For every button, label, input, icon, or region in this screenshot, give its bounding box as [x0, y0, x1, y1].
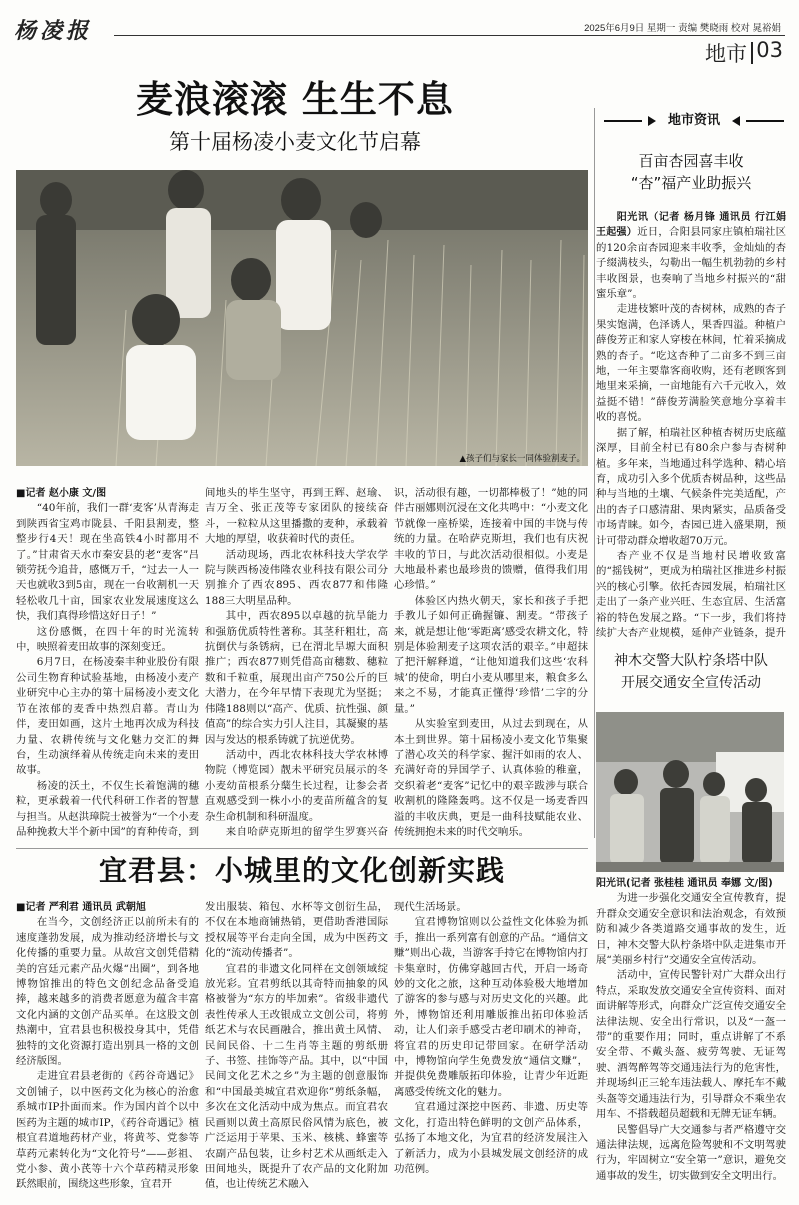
- section-divider: [751, 42, 753, 64]
- lead-column-1: [16, 486, 199, 840]
- wheat-field-illustration: [16, 170, 588, 466]
- traffic-paragraph: 民警倡导广大交通参与者严格遵守交通法律法规，远离危险驾驶和不文明驾驶行为，牢固树立“安全第一”意识，避免交通事故的发生，切实做到安全文明出行。: [596, 1123, 786, 1182]
- lead-paragraph: “40年前，我们一群‘麦客’从青海走到陕西省宝鸡市陇县、千阳县割麦，整整步行4天！现在坐高铁4小时都用不了。”甘肃省天水市秦安县的老“麦客”吕锁劳抚今追昔，感慨万千，“过去一人一天也就收3到5亩，现在一台收割机一天轻松收几十亩，国家农业发展速度这么快，我们真得珍惜这好日子！”: [16, 502, 199, 623]
- traffic-paragraph: 为进一步强化交通安全宣传教育，提升群众交通安全意识和法治观念，有效预防和减少各类道路交通事故的发生，近日，神木交警大队柠条塔中队走进集市开展“美丽乡村行”交通安全宣传活动。: [596, 892, 786, 967]
- lead-column-2: [205, 486, 388, 840]
- traffic-police-photo: [596, 712, 784, 872]
- yijun-paragraph: 现代生活场景。: [394, 901, 467, 913]
- yijun-column-1: [16, 900, 199, 1196]
- traffic-paragraph: 活动中，宣传民警针对广大群众出行特点，采取发放交通安全宣传资料、面对面讲解等形式，向群众广泛宣传交通安全法律法规、安全出行常识，以及“一盔一带”的重要作用；同时，重点讲解了不系安全带、不戴头盔、疲劳驾驶、无证驾驶、酒驾醉驾等交通违法行为的危害性，并现场纠正三轮车违法载人、摩托车不戴头盔等交通违法行为，引导群众不乘坐农用车、不搭载超员超载和无牌无证车辆。: [596, 969, 786, 1121]
- yijun-byline: ■记者 严利君 通讯员 武朝旭: [16, 902, 146, 913]
- lead-paragraph: 活动中，西北农林科技大学农林博物院（博览园）靓未平研究员展示的冬小麦幼苗根系分蘖生长过程，让参会者直观感受到一株小小的麦苗所蕴含的复杂生命机制和科研温度。: [205, 748, 388, 823]
- lead-column-3: [394, 486, 588, 840]
- lead-paragraph: 6月7日，在杨凌秦丰种业股份有限公司生物育种试验基地，由杨凌小麦产业研究中心主办的第十届杨凌小麦文化节在浓郁的麦香中热烈启幕。青山为伴，麦田如画，这片土地再次成为科技力量、农耕传统与文化魅力交汇的舞台，生动演绎着从传统走向未来的麦田故事。: [16, 656, 199, 777]
- lead-paragraph: 体验区内热火朝天，家长和孩子手把手教儿子如何正确握镰、割麦。“带孩子来，就是想让他‘零距离’感受农耕文化，特别是体验割麦子这项农活的艰辛。”申超抹了把汗解释道，“让他知道我们这些‘农科城’的使命，明白小麦从哪里来，粮食多么来之不易，才能真正懂得‘珍惜’二字的分量。”: [394, 594, 588, 715]
- lead-title: 麦浪滚滚 生生不息: [136, 78, 454, 121]
- apricot-byline: 阳光讯（记者 杨月锋 通讯员 行江娟 王起强）: [596, 212, 786, 239]
- photo-caption: ▲孩子们与家长一同体验割麦子。: [459, 454, 585, 464]
- apricot-story-title: [596, 150, 786, 194]
- lead-paragraph: 来自哈萨克斯坦的留学生罗赛兴奋: [225, 825, 388, 838]
- apricot-paragraph: 杏产业不仅是当地村民增收致富的“摇钱树”，更成为柏瑞社区推进乡村振兴的核心引擎。依托杏园发展，柏瑞社区走出了一条产业兴旺、生态宜居、生活富裕的特色发展之路。“下一步，我们将持续扩大杏产业规模，延伸产业链条，提升: [596, 549, 786, 639]
- traffic-story-title: [596, 650, 786, 694]
- lead-headline: [0, 80, 590, 156]
- lead-paragraph: 从实验室到麦田，从过去到现在，从本土到世界。第十届杨凌小麦文化节集聚了潜心攻关的科学家、握汗如雨的农人、充满好奇的异国学子、认真体验的稚童，交织着老“麦客”记忆中的艰辛跋涉与联合收割机的隆隆轰鸣。这不仅是一场麦香四溢的丰收庆典，更是一曲科技赋能农业、传统拥抱未来的时代交响乐。: [394, 718, 588, 838]
- yijun-paragraph: 宜君的非遗文化同样在文创领域绽放光彩。宜君剪纸以其奇特而抽象的风格被誉为“东方的毕加索”。省级非遗代表性传承人王改银成立文创公司，将剪纸艺术与农民画融合，推出黄土风情、民间民俗、十二生肖等主题的剪纸册子、书签、挂饰等产品。其中，以“中国民间文化艺术之乡”为主题的创意服饰和“中国最美城宜君欢迎你”剪纸条幅，多次在文化活动中成为焦点。而宜君农民画则以黄土高原民俗风情为底色，被广泛运用于苹果、玉米、核桃、蜂蜜等农副产品包装，让乡村艺术从画纸走入田间地头，既提升了农产品的文化附加值，也让传统艺术融入: [205, 962, 388, 1191]
- lead-paragraph: 其中，西农895以卓越的抗旱能力和强筋优质特性著称。其茎秆粗壮，高抗倒伏与条锈病，已在渭北旱塬大面积推广；西农877则凭借高亩穗数、穗粒数和千粒重，展现出亩产750公斤的巨大潜力，在今年早情下表现尤为坚挺；伟隆188则以“高产、优质、抗性强、颜值高”的综合实力引人注目，其凝聚的基因与发达的根系铸就了抗逆优势。: [205, 610, 388, 746]
- traffic-title-line2: 开展交通安全宣传活动: [621, 675, 761, 691]
- lead-paragraph: 杨凌的沃土，不仅生长着饱满的穗粒，更承载着一代代科研工作者的智慧与担当。从赵洪璋院士被誉为“一个小麦品种挽救大半个新中国”的育种传奇，到: [16, 779, 199, 838]
- section-rule: [16, 848, 588, 849]
- yijun-paragraph: 发出服装、箱包、水杯等文创衍生品，不仅在本地商铺热销，更借助香港国际授权展等平台走向全国，成为中医药文化的“流动传播者”。: [205, 901, 388, 960]
- traffic-scene-illustration: [596, 712, 784, 872]
- traffic-byline: 阳光讯(记者 张桂桂 通讯员 奉娜 文/图): [596, 878, 773, 889]
- section-name: 地市: [705, 42, 747, 66]
- yijun-paragraph: 走进宜君县老街的《药谷奇遇记》文创铺子，以中医药文化为核心的治愈系城市IP扑面而来。作为国内首个以中医药为主题的城市IP，《药谷奇遇记》植根宜君道地药材产业，将黄芩、党参等草药元素转化为“文化符号”——彭祖、党小参、黄小芪等十六个草药精灵形象跃然眼前，围绕这些形象，宜君开: [16, 1070, 199, 1191]
- yijun-paragraph: 在当今，文创经济正以前所未有的速度蓬勃发展，成为推动经济增长与文化传播的重要力量。从故宫文创凭借精美的宫廷元素产品火爆“出圈”，到各地博物馆推出的特色文创纪念品备受追捧，越来越多的消费者愿意为蕴含丰富文化内涵的文创产品买单。在这股文创热潮中，宜君县也积极投身其中，凭借独特的文化资源打造出别具一格的文创经济版图。: [16, 916, 199, 1068]
- masthead: [14, 10, 785, 70]
- yijun-column-3: [394, 900, 588, 1196]
- apricot-story-body: [596, 210, 786, 642]
- lead-byline: ■记者 赵小康 文/图: [16, 488, 107, 499]
- page-number: 03: [756, 38, 783, 62]
- apricot-paragraph: 据了解，柏瑞社区种植杏树历史底蕴深厚，目前全村已有80余户参与杏树种植。多年来，当地通过科学选种、精心培育，成功引入多个优质杏树品种，这些品种与当地的土壤、气候条件完美适配，产出的杏子口感清甜、果肉紧实，品质备受市场青睐。如今，杏园已进入盛果期，预计可带动群众增收超70万元。: [596, 426, 786, 547]
- lead-subtitle: 第十届杨凌小麦文化节启幕: [169, 130, 421, 154]
- masthead-rule: [114, 35, 785, 36]
- apricot-paragraph: 近日，合阳县同家庄镇柏瑞社区的120余亩杏园迎来丰收季，金灿灿的杏子缀满枝头，勾勒出一幅生机勃勃的乡村丰收图景，也奏响了当地乡村振兴的“甜蜜乐章”。: [596, 226, 786, 301]
- lead-paragraph: 活动现场，西北农林科技大学农学院与陕西杨凌伟隆农业科技有限公司分别推介了西农895、西农877和伟隆188三大明星品种。: [205, 548, 388, 607]
- local-news-label: [604, 110, 784, 132]
- yijun-column-2: [205, 900, 388, 1196]
- wheat-harvest-photo: [16, 170, 588, 466]
- dateline: 2025年6月9日 星期一 责编 樊晓雨 校对 晁裕娟: [584, 23, 781, 34]
- apricot-paragraph: 走进枝繁叶茂的杏树林，成熟的杏子果实饱满，色泽诱人，果香四溢。种植户薛俊芳正和家人穿梭在林间，忙着采摘成熟的杏子。“吃这杏种了二亩多不到三亩地，一年主要靠客商收购，还有老顾客到地里来采摘，一亩地能有六千元收入，效益挺不错！”薛俊芳满脸笑意地分享着丰收的喜悦。: [596, 303, 786, 424]
- lead-paragraph: 识，活动很有趣，一切都棒极了！”她的同伴古丽娜则沉浸在文化共鸣中：“小麦文化节就像一座桥梁，连接着中国的丰饶与传统的力量。在哈萨克斯坦，我们也有庆祝丰收的节日，与此次活动很相似。小麦是大地最朴素也最珍贵的馈赠，值得我们用心珍惜。”: [394, 487, 588, 592]
- apricot-title-line2: “杏”福产业助振兴: [630, 174, 752, 192]
- traffic-title-line1: 神木交警大队柠条塔中队: [614, 653, 768, 669]
- newspaper-logo: 杨凌报: [14, 18, 93, 44]
- column-divider: [594, 108, 595, 838]
- local-news-title: 地市资讯: [642, 110, 746, 132]
- yijun-paragraph: 宜君博物馆则以公益性文化体验为抓手，推出一系列富有创意的产品。“通信文赚”则出心裁，当游客手持它在博物馆内打卡集章时，仿佛穿越回古代，开启一场奇妙的文化之旅，这种互动体验极大地增加了游客的参与感与对历史文化的兴趣。此外，博物馆还利用雕版推出拓印体验活动，让人们亲手感受古老印刷术的神奇，将宜君的历史印记带回家。在研学活动中，博物馆向学生免费发放“通信文赚”，并提供免费雕版拓印体验，让青少年近距离感受传统文化的魅力。: [394, 916, 588, 1098]
- lead-paragraph: 这份感慨，在四十年的时光流转中，映照着麦田故事的深刻变迁。: [16, 625, 199, 654]
- apricot-title-line1: 百亩杏园喜丰收: [638, 152, 744, 170]
- lead-paragraph: 间地头的毕生坚守，再到王辉、赵瑜、吉万全、张正茂等专家团队的接续奋斗，一粒粒从这里播撒的麦种，承载着大地的厚望，收获着时代的责任。: [205, 487, 388, 546]
- traffic-story-body: [596, 876, 786, 1192]
- yijun-headline: 宜君县：小城里的文化创新实践: [98, 854, 505, 887]
- yijun-paragraph: 宜君通过深挖中医药、非遗、历史等文化，打造出特色鲜明的文创产品体系，弘扬了本地文化，为宜君的经济发展注入了新活力，成为小县城发展文创经济的成功范例。: [394, 1101, 588, 1175]
